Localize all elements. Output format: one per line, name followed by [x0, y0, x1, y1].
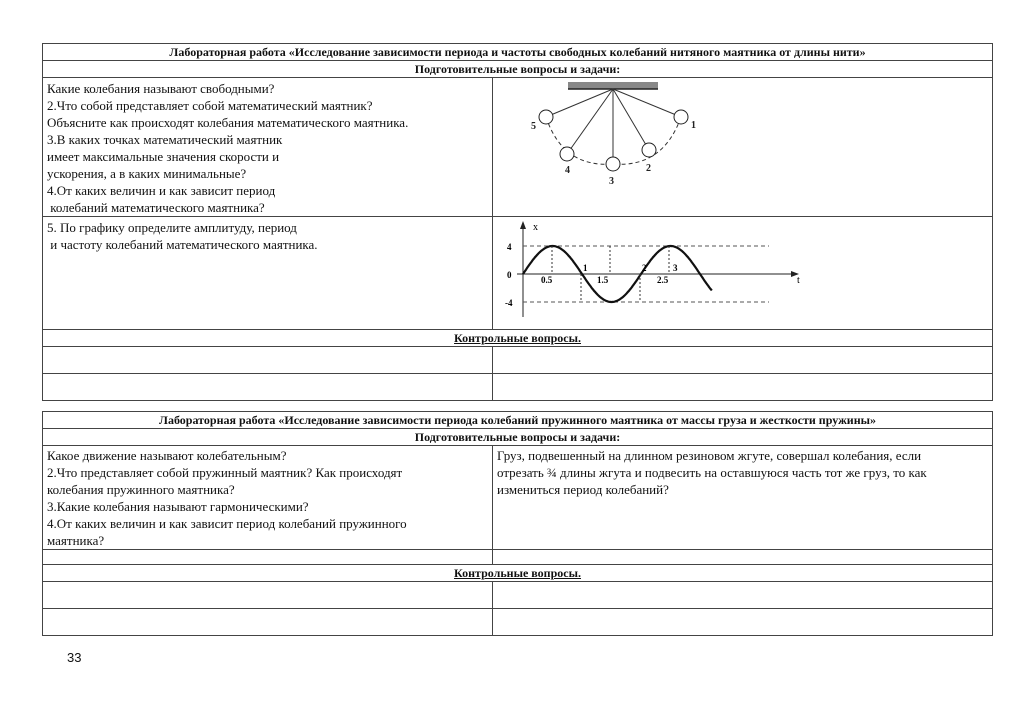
answer-cell[interactable] [43, 550, 493, 565]
y-tick-label: 4 [507, 242, 512, 252]
x-tick-label: 0.5 [541, 275, 553, 285]
lab1-title: Лабораторная работа «Исследование зависимости периода и частоты свободных колебаний нитяного маятника от длины нити» [43, 44, 993, 61]
x-tick-label: 1 [583, 263, 588, 273]
x-tick-label: 2 [642, 263, 647, 273]
lab1-table [42, 43, 993, 401]
pendulum-label: 5 [531, 121, 536, 132]
lab2-prep-header: Подготовительные вопросы и задачи: [43, 429, 993, 446]
answer-cell[interactable] [43, 582, 493, 609]
pendulum-figure-cell [493, 78, 993, 217]
oscillation-graph [493, 217, 813, 325]
lab2-task-line: Груз, подвешенный на длинном резиновом жгуте, совершал колебания, если [497, 448, 922, 463]
answer-cell[interactable] [43, 609, 493, 636]
lab1-task5 [43, 217, 493, 330]
lab2-task-line: отрезать ¾ длины жгута и подвесить на оставшуюся часть тот же груз, то как [497, 465, 927, 480]
lab1-questions [43, 78, 493, 217]
answer-cell[interactable] [493, 582, 993, 609]
lab1-question-line: 3.В каких точках математический маятник [47, 132, 283, 147]
oscillation-graph-cell [493, 217, 993, 330]
x-tick-label: 1.5 [597, 275, 609, 285]
y-tick-label: -4 [505, 298, 513, 308]
pendulum-label: 3 [609, 176, 614, 187]
lab1-question-line: Какие колебания называют свободными? [47, 81, 275, 96]
page-number: 33 [67, 650, 82, 665]
lab1-control-header-text: Контрольные вопросы. [454, 331, 581, 345]
answer-cell[interactable] [493, 609, 993, 636]
lab2-question-line: 3.Какие колебания называют гармоническими? [47, 499, 309, 514]
lab1-control-header [43, 330, 993, 347]
lab2-control-header [43, 565, 993, 582]
answer-cell[interactable] [43, 347, 493, 374]
pendulum-label: 2 [646, 163, 651, 174]
answer-cell[interactable] [493, 550, 993, 565]
x-axis-label: t [797, 275, 800, 286]
answer-cell[interactable] [493, 374, 993, 401]
task5-line: и частоту колебаний математического маятника. [47, 237, 318, 252]
pendulum-diagram [493, 78, 793, 190]
lab2-question-line: 2.Что представляет собой пружинный маятник? Как происходят [47, 465, 403, 480]
lab1-question-line: колебаний математического маятника? [47, 200, 265, 215]
lab2-question-line: маятника? [47, 533, 105, 548]
lab2-question-line: колебания пружинного маятника? [47, 482, 235, 497]
lab1-question-line: 2.Что собой представляет собой математический маятник? [47, 98, 373, 113]
y-tick-label: 0 [507, 270, 512, 280]
lab2-title: Лабораторная работа «Исследование зависимости периода колебаний пружинного маятника от массы груза и жесткости пружины» [43, 412, 993, 429]
lab1-question-line: имеет максимальные значения скорости и [47, 149, 280, 164]
lab2-questions [43, 446, 493, 550]
y-axis-label: x [533, 222, 538, 233]
lab2-table [42, 411, 993, 636]
lab1-question-line: ускорения, а в каких минимальные? [47, 166, 247, 181]
lab2-task-line: измениться период колебаний? [497, 482, 669, 497]
pendulum-label: 4 [565, 165, 570, 176]
lab2-task [493, 446, 993, 550]
pendulum-label: 1 [691, 120, 696, 131]
lab2-control-header-text: Контрольные вопросы. [454, 566, 581, 580]
lab1-question-line: Объясните как происходят колебания математического маятника. [47, 115, 409, 130]
lab1-prep-header: Подготовительные вопросы и задачи: [43, 61, 993, 78]
lab2-question-line: Какое движение называют колебательным? [47, 448, 287, 463]
lab2-question-line: 4.От каких величин и как зависит период колебаний пружинного [47, 516, 407, 531]
answer-cell[interactable] [43, 374, 493, 401]
answer-cell[interactable] [493, 347, 993, 374]
x-tick-label: 2.5 [657, 275, 669, 285]
task5-line: 5. По графику определите амплитуду, период [47, 220, 297, 235]
lab1-question-line: 4.От каких величин и как зависит период [47, 183, 276, 198]
x-tick-label: 3 [673, 263, 678, 273]
pendulum-ceiling [568, 82, 658, 89]
